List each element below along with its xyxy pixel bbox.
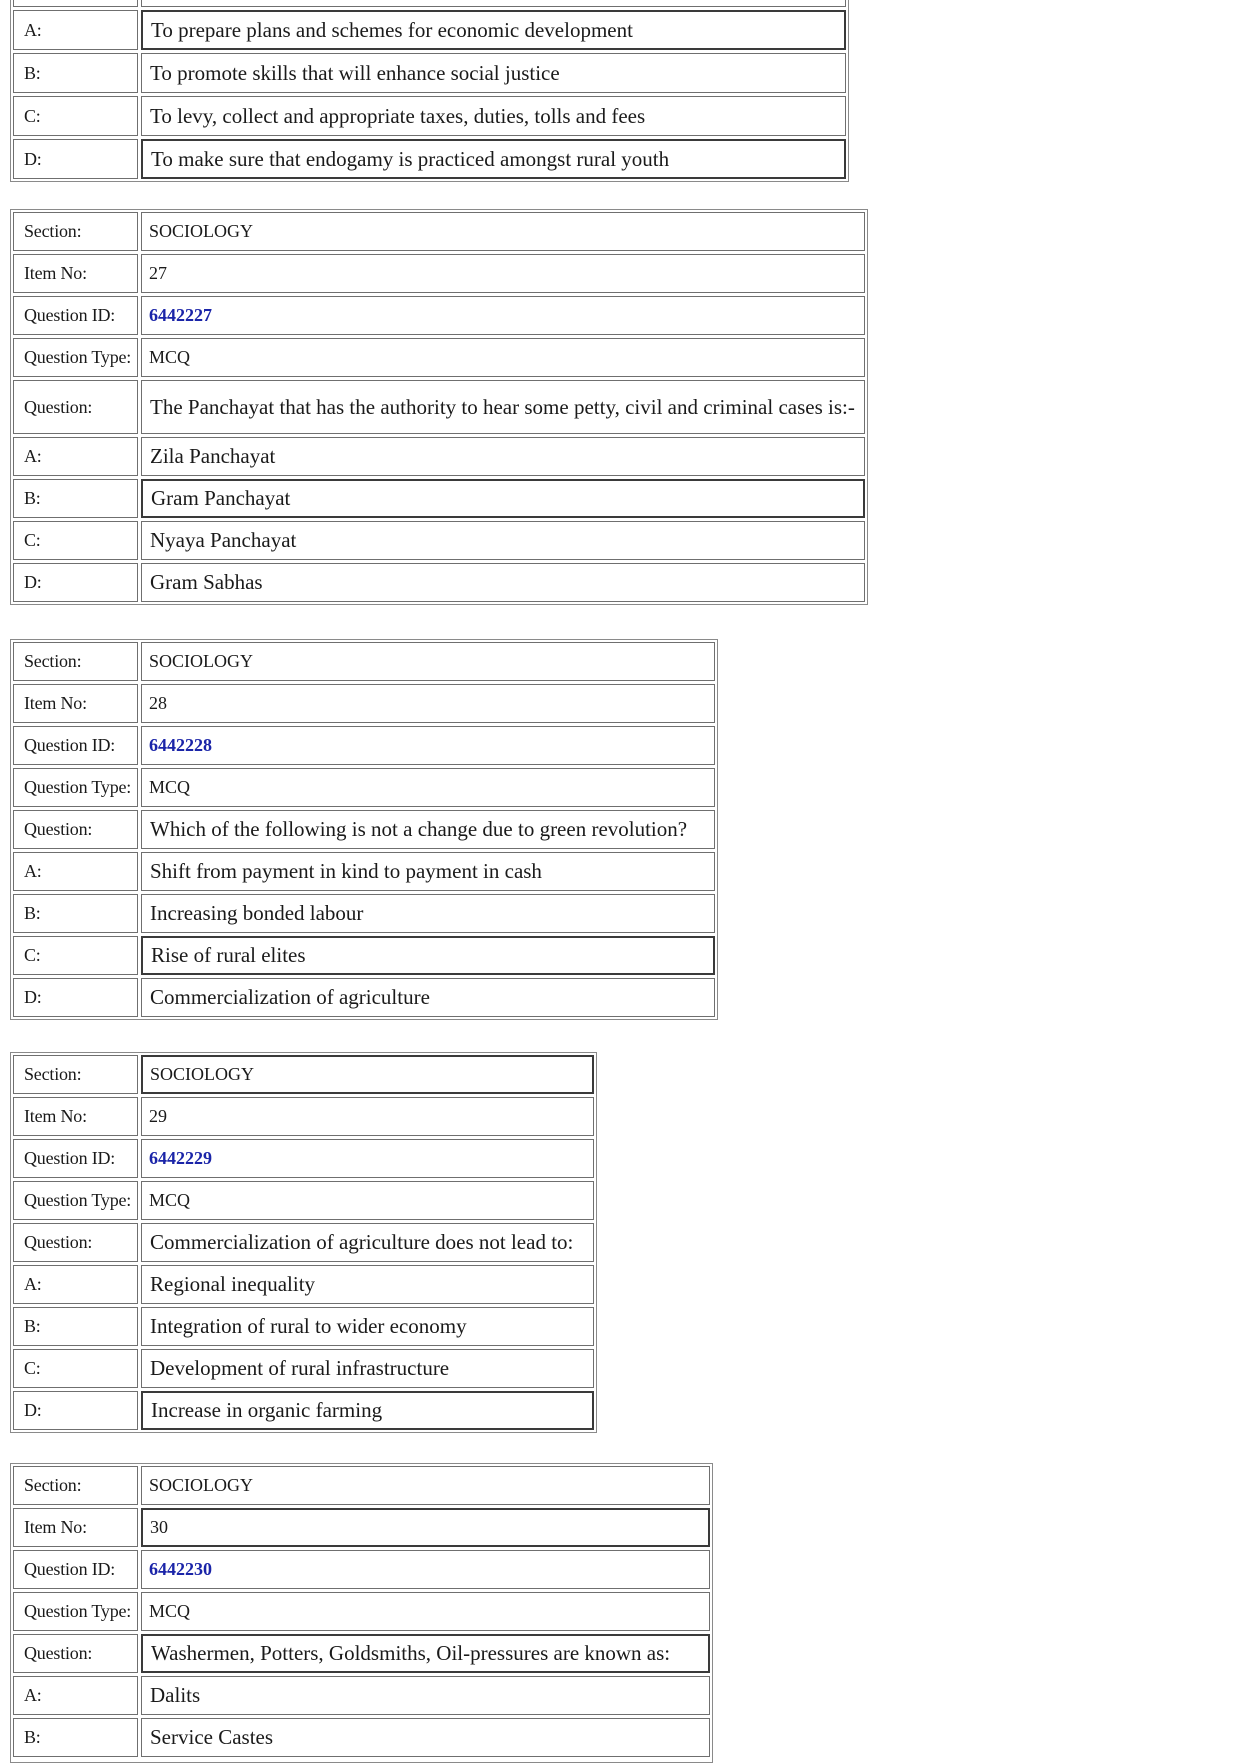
option-d-text: Gram Sabhas	[141, 563, 865, 602]
option-c-text: Nyaya Panchayat	[141, 521, 865, 560]
option-c-label: C:	[13, 521, 138, 560]
section-label: Section:	[13, 1055, 138, 1094]
option-c-text: Development of rural infrastructure	[141, 1349, 594, 1388]
option-a-label: A:	[13, 437, 138, 476]
question-table-partial	[10, 0, 849, 182]
question-type-label: Question Type:	[13, 338, 138, 377]
option-a-text: To prepare plans and schemes for economic development	[141, 10, 846, 50]
item-no-value: 30	[141, 1508, 710, 1547]
question-type-value: MCQ	[141, 338, 865, 377]
option-d-label: D:	[13, 1391, 138, 1430]
question-id-label: Question ID:	[13, 726, 138, 765]
option-c-label: C:	[13, 1349, 138, 1388]
question-id-label: Question ID:	[13, 1139, 138, 1178]
item-no-value: 28	[141, 684, 715, 723]
option-a-text: Dalits	[141, 1676, 710, 1715]
option-a-text: Regional inequality	[141, 1265, 594, 1304]
option-a-label: A:	[13, 10, 138, 50]
item-no-label: Item No:	[13, 254, 138, 293]
question-type-label: Question Type:	[13, 1592, 138, 1631]
option-b-label: B:	[13, 894, 138, 933]
option-b-text: Increasing bonded labour	[141, 894, 715, 933]
item-no-value: 29	[141, 1097, 594, 1136]
question-id-label: Question ID:	[13, 296, 138, 335]
option-b-text: Service Castes	[141, 1718, 710, 1757]
option-a-text: Zila Panchayat	[141, 437, 865, 476]
question-text: Which of the following is not a change due to green revolution?	[141, 810, 715, 849]
question-id-value: 6442230	[141, 1550, 710, 1589]
cut-off-label	[13, 0, 138, 7]
section-value: SOCIOLOGY	[141, 212, 865, 251]
question-text: The Panchayat that has the authority to hear some petty, civil and criminal cases is:-	[141, 380, 865, 434]
section-label: Section:	[13, 642, 138, 681]
option-a-label: A:	[13, 1265, 138, 1304]
question-label: Question:	[13, 1223, 138, 1262]
question-table	[10, 1052, 597, 1433]
option-d-text: Commercialization of agriculture	[141, 978, 715, 1017]
question-label: Question:	[13, 380, 138, 434]
option-b-label: B:	[13, 479, 138, 518]
item-no-label: Item No:	[13, 1097, 138, 1136]
option-c-text: Rise of rural elites	[141, 936, 715, 975]
question-id-value: 6442229	[141, 1139, 594, 1178]
question-type-value: MCQ	[141, 1181, 594, 1220]
question-id-value: 6442228	[141, 726, 715, 765]
section-label: Section:	[13, 212, 138, 251]
option-c-label: C:	[13, 936, 138, 975]
option-c-label: C:	[13, 96, 138, 136]
item-no-value: 27	[141, 254, 865, 293]
option-b-text: To promote skills that will enhance social justice	[141, 53, 846, 93]
question-id-label: Question ID:	[13, 1550, 138, 1589]
question-type-value: MCQ	[141, 1592, 710, 1631]
option-b-text: Gram Panchayat	[141, 479, 865, 518]
item-no-label: Item No:	[13, 684, 138, 723]
question-text: Commercialization of agriculture does not lead to:	[141, 1223, 594, 1262]
option-d-label: D:	[13, 978, 138, 1017]
option-a-label: A:	[13, 852, 138, 891]
option-d-label: D:	[13, 563, 138, 602]
question-table	[10, 1463, 713, 1763]
section-label: Section:	[13, 1466, 138, 1505]
option-b-text: Integration of rural to wider economy	[141, 1307, 594, 1346]
question-type-label: Question Type:	[13, 768, 138, 807]
question-type-value: MCQ	[141, 768, 715, 807]
option-c-text: To levy, collect and appropriate taxes, duties, tolls and fees	[141, 96, 846, 136]
option-b-label: B:	[13, 1307, 138, 1346]
cut-off-value	[141, 0, 846, 7]
item-no-label: Item No:	[13, 1508, 138, 1547]
question-text: Washermen, Potters, Goldsmiths, Oil-pressures are known as:	[141, 1634, 710, 1673]
question-label: Question:	[13, 810, 138, 849]
question-table	[10, 639, 718, 1020]
option-b-label: B:	[13, 53, 138, 93]
option-a-text: Shift from payment in kind to payment in cash	[141, 852, 715, 891]
section-value: SOCIOLOGY	[141, 1466, 710, 1505]
question-label: Question:	[13, 1634, 138, 1673]
question-type-label: Question Type:	[13, 1181, 138, 1220]
section-value: SOCIOLOGY	[141, 1055, 594, 1094]
question-table	[10, 209, 868, 605]
option-a-label: A:	[13, 1676, 138, 1715]
section-value: SOCIOLOGY	[141, 642, 715, 681]
option-d-text: Increase in organic farming	[141, 1391, 594, 1430]
option-d-text: To make sure that endogamy is practiced amongst rural youth	[141, 139, 846, 179]
option-d-label: D:	[13, 139, 138, 179]
option-b-label: B:	[13, 1718, 138, 1757]
question-id-value: 6442227	[141, 296, 865, 335]
